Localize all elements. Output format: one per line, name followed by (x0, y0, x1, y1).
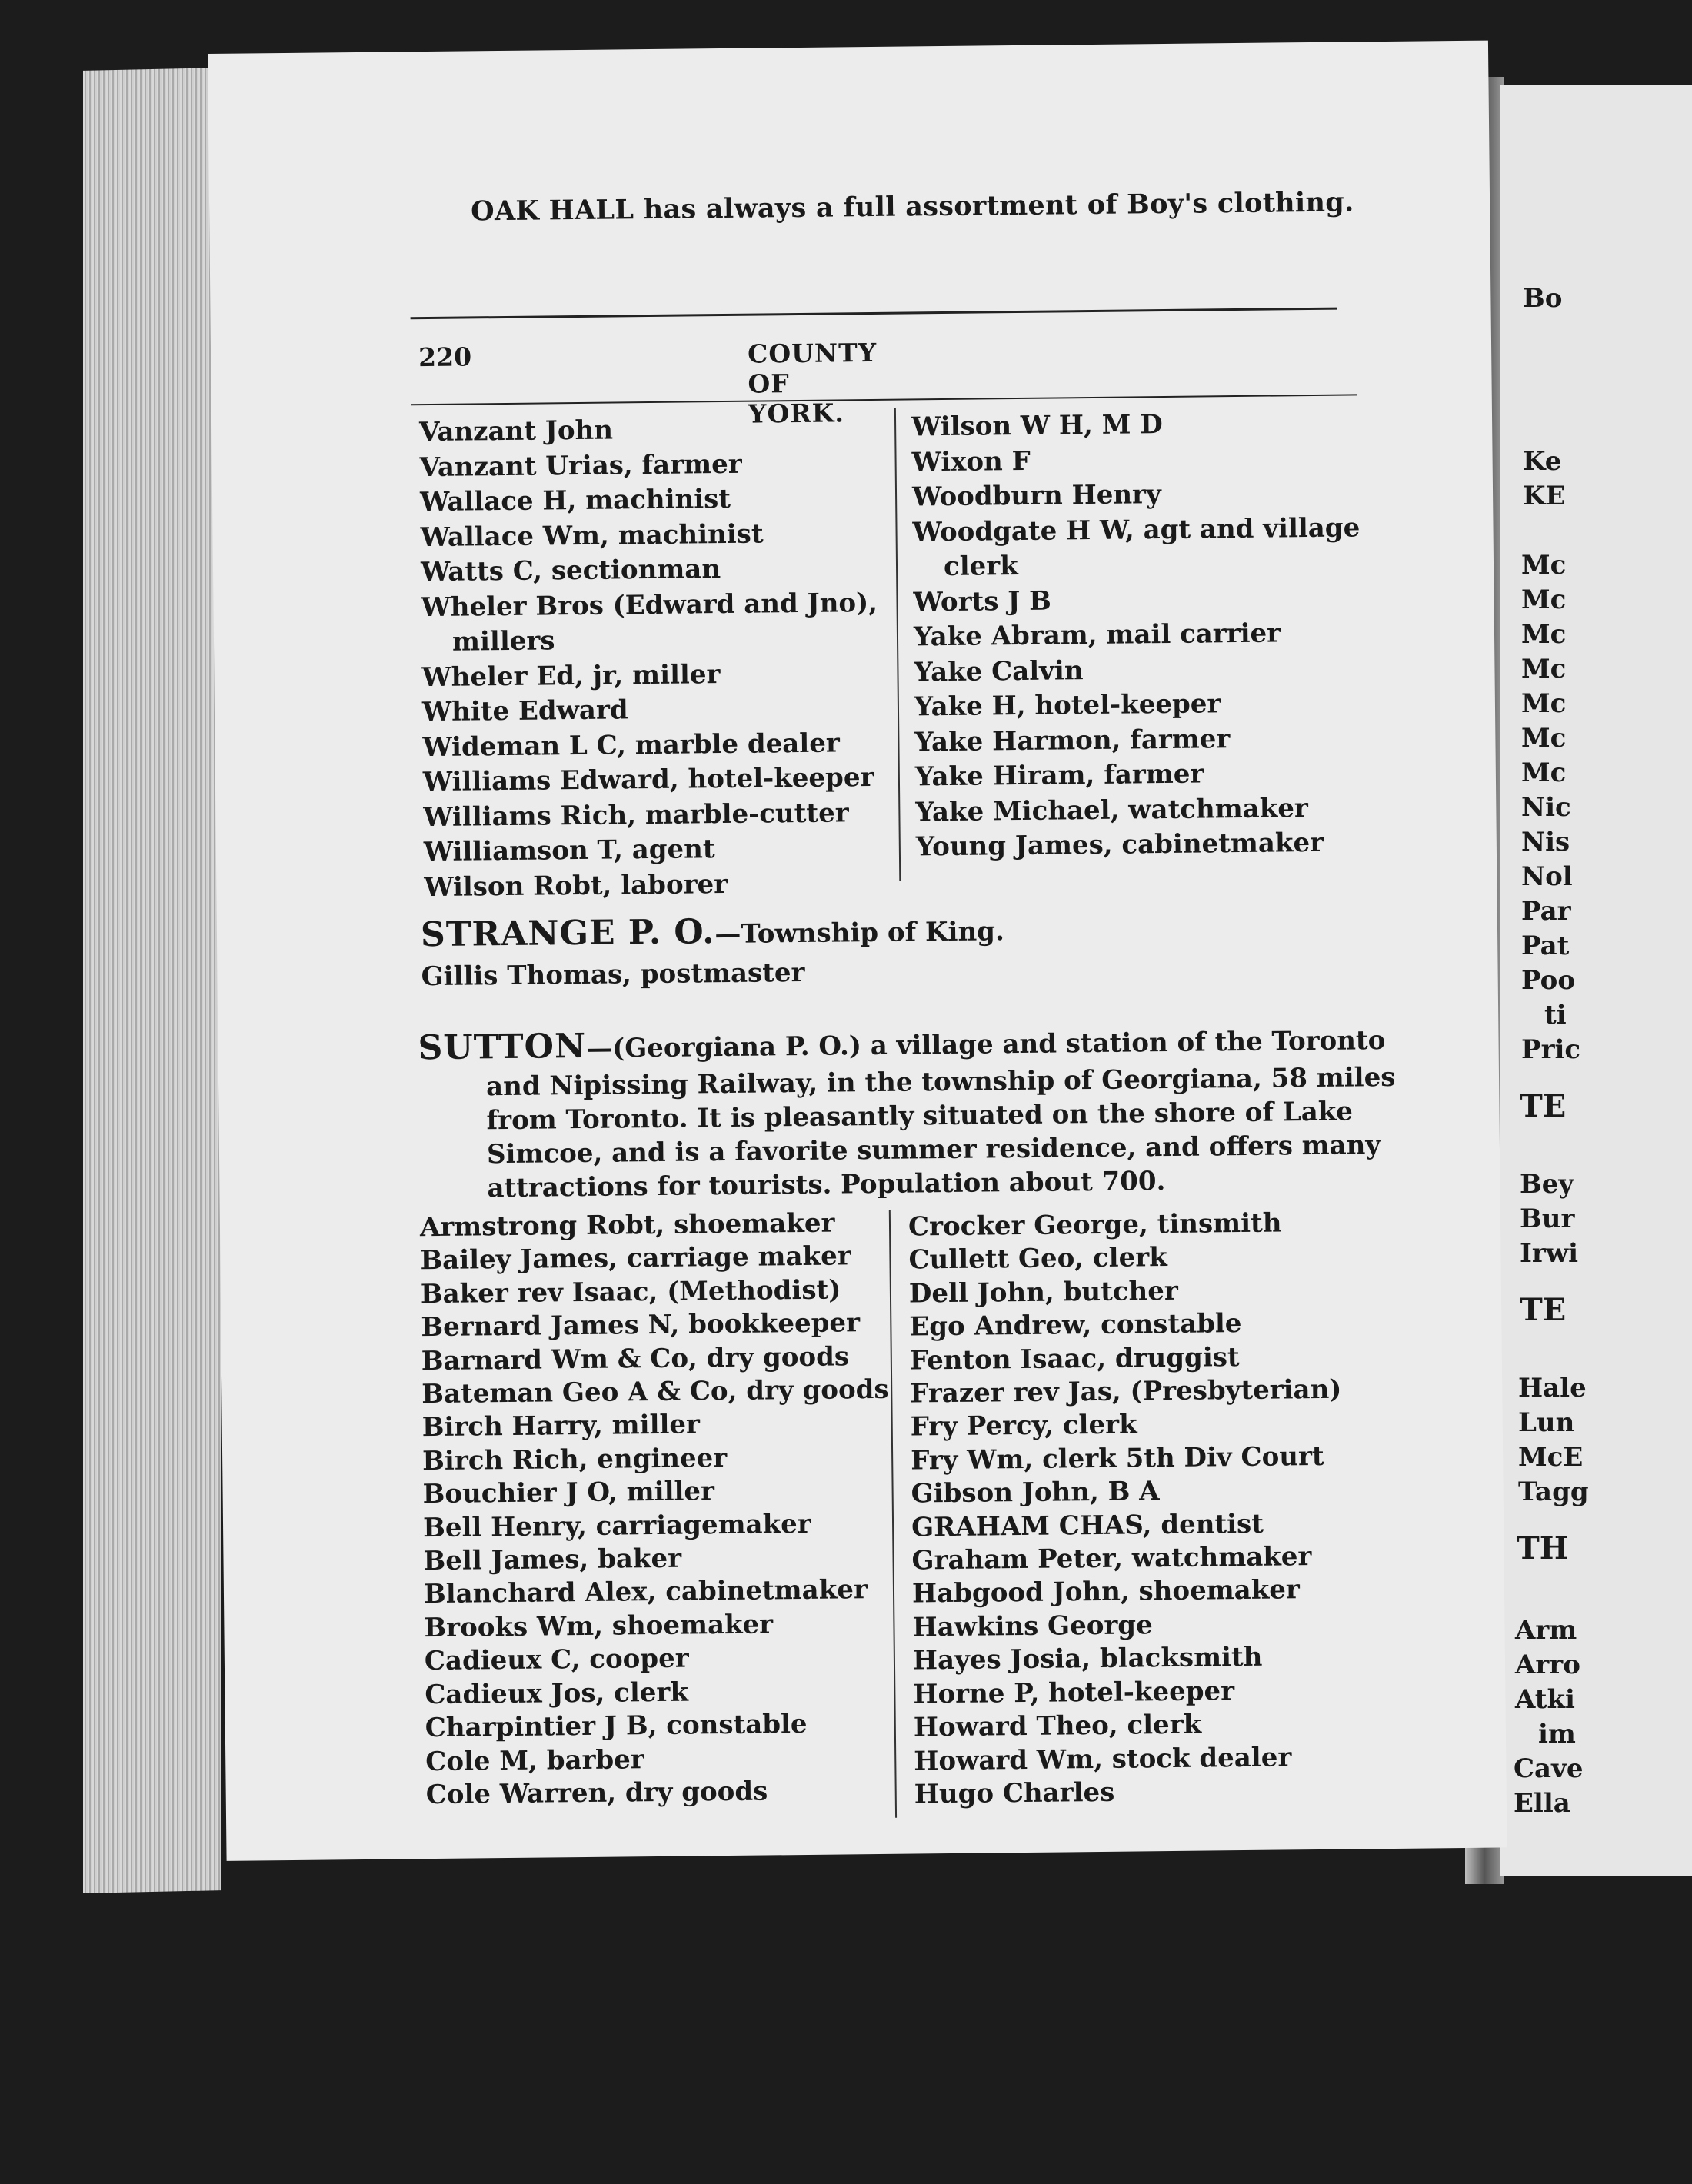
sutton-left-column (420, 1207, 893, 1813)
directory-entry: Yake Calvin (914, 654, 1084, 687)
directory-entry: Cadieux C, cooper (424, 1643, 689, 1677)
directory-entry: Yake Michael, watchmaker (915, 792, 1309, 827)
facing-line: Bo (1523, 283, 1563, 314)
sutton-heading (418, 1018, 1385, 1067)
directory-entry: Williamson T, agent (423, 834, 715, 868)
facing-line: Pric (1521, 1034, 1581, 1065)
strange-entry: Gillis Thomas, postmaster (421, 957, 805, 993)
facing-line: Par (1521, 896, 1571, 927)
place-name: SUTTON (418, 1026, 587, 1068)
directory-entry: Wilson Robt, laborer (424, 868, 728, 903)
advertisement-banner: OAK HALL has always a full assortment of Boy's clothing. (470, 186, 1354, 228)
directory-entry: Yake Hiram, farmer (914, 758, 1204, 793)
directory-entry: Birch Rich, engineer (421, 1442, 728, 1477)
directory-page (208, 41, 1507, 1861)
directory-entry: Bateman Geo A & Co, dry goods (421, 1373, 889, 1410)
directory-entry: Habgood John, shoemaker (911, 1574, 1301, 1610)
facing-line: Mc (1521, 688, 1567, 719)
facing-line: ti (1544, 1000, 1567, 1030)
directory-entry-continuation: clerk (943, 551, 1018, 583)
directory-entry: Worts J B (913, 585, 1052, 618)
directory-entry: White Edward (421, 694, 628, 728)
facing-line: Nis (1521, 827, 1570, 857)
directory-entry: Hayes Josia, blacksmith (912, 1642, 1263, 1676)
directory-entry: Frazer rev Jas, (Presbyterian) (910, 1373, 1342, 1410)
running-head: COUNTY OF YORK. (747, 337, 878, 429)
sutton-line: Simcoe, and is a favorite summer residence, and offers many (486, 1130, 1381, 1170)
strange-heading (421, 909, 1004, 954)
facing-line: Mc (1521, 619, 1567, 650)
directory-entry: Crocker George, tinsmith (908, 1207, 1282, 1243)
facing-line: KE (1523, 481, 1566, 511)
directory-entry: Brooks Wm, shoemaker (424, 1609, 774, 1644)
directory-entry: Armstrong Robt, shoemaker (419, 1207, 835, 1243)
directory-entry: Cullett Geo, clerk (908, 1242, 1167, 1276)
top-right-column (911, 405, 1364, 865)
sutton-line: attractions for tourists. Population about 700. (487, 1166, 1166, 1204)
facing-line: Mc (1521, 723, 1567, 754)
directory-entry: Yake H, hotel-keeper (914, 688, 1221, 723)
sutton-line: —(Georgiana P. O.) a village and station of the Toronto (585, 1025, 1386, 1064)
subheader-rule (411, 394, 1357, 405)
facing-line: Hale (1518, 1373, 1587, 1403)
facing-line: Atki (1515, 1684, 1575, 1715)
sutton-right-column (908, 1207, 1346, 1812)
directory-entry: Wheler Bros (Edward and Jno), (421, 587, 878, 623)
directory-entry: Graham Peter, watchmaker (911, 1541, 1312, 1576)
directory-entry: Fry Percy, clerk (910, 1409, 1137, 1443)
facing-line: Mc (1521, 654, 1567, 684)
directory-entry: Ego Andrew, constable (909, 1308, 1242, 1343)
directory-entry: Howard Wm, stock dealer (914, 1741, 1292, 1777)
facing-page (1500, 85, 1692, 1876)
facing-line: Bur (1520, 1204, 1575, 1234)
facing-line: TH (1517, 1530, 1569, 1566)
facing-line: Nol (1521, 861, 1573, 892)
directory-entry: Bouchier J O, miller (422, 1476, 715, 1510)
directory-entry: Yake Harmon, farmer (914, 723, 1231, 757)
directory-entry: Horne P, hotel-keeper (913, 1675, 1235, 1710)
facing-line: Ke (1523, 446, 1562, 477)
directory-entry: Williams Rich, marble-cutter (423, 797, 849, 833)
page-number: 220 (418, 341, 472, 373)
directory-entry: Fry Wm, clerk 5th Div Court (910, 1440, 1324, 1477)
directory-entry: Cole M, barber (425, 1743, 644, 1777)
directory-entry: Vanzant John (418, 414, 614, 448)
place-description: —Township of King. (714, 916, 1004, 951)
directory-entry: Baker rev Isaac, (Methodist) (420, 1274, 841, 1310)
directory-entry: GRAHAM CHAS, dentist (911, 1508, 1264, 1543)
directory-entry: Watts C, sectionman (420, 554, 721, 588)
directory-entry: Woodgate H W, agt and village (912, 511, 1361, 548)
page-edge (83, 68, 221, 1893)
facing-line: Nic (1521, 792, 1571, 823)
directory-entry: Gibson John, B A (911, 1476, 1160, 1510)
facing-line: Arro (1515, 1650, 1580, 1680)
directory-entry: Fenton Isaac, druggist (909, 1341, 1240, 1377)
directory-entry-continuation: millers (451, 625, 555, 658)
facing-line: Mc (1521, 584, 1567, 615)
directory-entry: Bernard James N, bookkeeper (421, 1307, 861, 1343)
directory-entry: Cadieux Jos, clerk (425, 1676, 689, 1710)
facing-line: Pat (1521, 931, 1570, 961)
place-name: STRANGE P. O. (420, 912, 715, 955)
top-left-column (419, 411, 881, 905)
directory-entry: Vanzant Urias, farmer (419, 448, 742, 483)
facing-line: Bey (1520, 1169, 1574, 1200)
directory-entry: Howard Theo, clerk (913, 1709, 1202, 1743)
facing-line: Tagg (1518, 1477, 1589, 1507)
facing-line: TE (1520, 1292, 1567, 1328)
directory-entry: Dell John, butcher (908, 1275, 1178, 1310)
directory-entry: Bell Henry, carriagemaker (422, 1508, 811, 1543)
directory-entry: Cole Warren, dry goods (425, 1776, 768, 1811)
facing-line: Mc (1521, 550, 1567, 581)
directory-entry: Williams Edward, hotel-keeper (422, 761, 874, 798)
facing-line: McE (1518, 1442, 1584, 1473)
directory-entry: Young James, cabinetmaker (915, 827, 1324, 863)
sutton-line: and Nipissing Railway, in the township of Georgiana, 58 miles (485, 1061, 1396, 1103)
header-rule (411, 308, 1337, 320)
facing-line: Arm (1515, 1615, 1577, 1646)
facing-line: Ella (1514, 1788, 1570, 1819)
facing-line: Mc (1521, 757, 1567, 788)
sutton-line: from Toronto. It is pleasantly situated on the shore of Lake (486, 1096, 1354, 1137)
directory-entry: Wheler Ed, jr, miller (421, 658, 721, 693)
directory-entry: Wilson W H, M D (911, 409, 1163, 443)
facing-line: im (1538, 1719, 1576, 1750)
facing-line: Lun (1518, 1407, 1575, 1438)
directory-entry: Birch Harry, miller (421, 1409, 701, 1443)
directory-entry: Hugo Charles (914, 1776, 1115, 1810)
directory-entry: Bailey James, carriage maker (420, 1240, 851, 1277)
directory-entry: Wallace Wm, machinist (420, 518, 764, 553)
directory-entry: Woodburn Henry (911, 479, 1161, 513)
facing-line: Irwi (1520, 1238, 1579, 1269)
column-divider (894, 408, 901, 881)
facing-line: TE (1520, 1088, 1567, 1124)
directory-entry: Hawkins George (912, 1610, 1153, 1643)
directory-entry: Barnard Wm & Co, dry goods (421, 1340, 850, 1377)
directory-entry: Bell James, baker (423, 1543, 682, 1577)
directory-entry: Wideman L C, marble dealer (422, 727, 840, 763)
directory-entry: Wixon F (911, 445, 1031, 478)
facing-line: Poo (1521, 965, 1576, 996)
facing-line: Cave (1514, 1753, 1584, 1784)
directory-entry: Charpintier J B, constable (425, 1709, 808, 1744)
directory-entry: Blanchard Alex, cabinetmaker (423, 1574, 868, 1610)
directory-entry: Wallace H, machinist (419, 483, 731, 518)
directory-entry: Yake Abram, mail carrier (913, 618, 1281, 653)
